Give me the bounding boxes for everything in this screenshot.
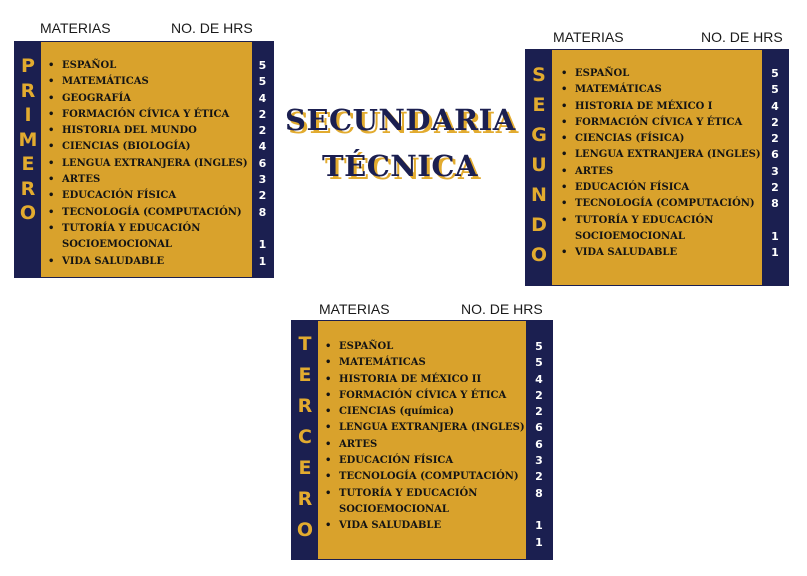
main-title [285, 103, 515, 193]
primero-hours-value: 5 [258, 59, 267, 72]
tercero-letter: T [298, 333, 312, 355]
tercero-hours-value: 6 [535, 421, 543, 435]
segundo-subject: • EDUCACIÓN FÍSICA [561, 180, 761, 196]
tercero-side-bar [292, 321, 318, 559]
tercero-subject: • ESPAÑOL [325, 339, 525, 355]
tercero-card [291, 320, 553, 560]
segundo-letter: S [532, 64, 546, 86]
title-line-1: SECUNDARIA [285, 103, 516, 137]
tercero-hours-list [526, 339, 552, 551]
primero-subject: • GEOGRAFÍA [48, 91, 248, 107]
segundo-letter: N [531, 184, 547, 206]
segundo-hours-header: NO. DE HRS [701, 29, 783, 45]
primero-subject: • LENGUA EXTRANJERA (INGLES) [48, 156, 248, 172]
primero-hours-value: 2 [258, 124, 267, 138]
tercero-subject: • EDUCACIÓN FÍSICA [325, 453, 525, 469]
segundo-hours-column [762, 50, 788, 285]
segundo-subject: • TUTORÍA Y EDUCACIÓN [561, 213, 761, 229]
primero-hours-value: 8 [258, 205, 267, 219]
tercero-subject: • TECNOLOGÍA (COMPUTACIÓN) [325, 469, 525, 485]
primero-subject: • TUTORÍA Y EDUCACIÓN [48, 221, 248, 237]
tercero-subject: • CIENCIAS (química) [325, 404, 525, 420]
tercero-subject: • FORMACIÓN CÍVICA Y ÉTICA [325, 388, 525, 404]
primero-subject: • ARTES [48, 172, 248, 188]
segundo-subject: • MATEMÁTICAS [561, 82, 761, 98]
tercero-hours-value: 5 [535, 340, 543, 353]
primero-hours-value [252, 221, 273, 237]
segundo-subject: • CIENCIAS (FÍSICA) [561, 131, 761, 147]
tercero-subject: • LENGUA EXTRANJERA (INGLES) [325, 420, 525, 436]
primero-hours-column [252, 42, 273, 277]
tercero-letter: R [297, 488, 313, 510]
segundo-hours-value: 8 [771, 197, 779, 211]
tercero-letter: C [298, 426, 312, 448]
segundo-subject: • LENGUA EXTRANJERA (INGLES) [561, 147, 761, 163]
segundo-hours-value: 2 [771, 132, 779, 146]
tercero-hours-value: 6 [535, 437, 543, 451]
tercero-vertical-label [292, 329, 318, 546]
segundo-subject-list [561, 66, 761, 262]
tercero-subject: • MATEMÁTICAS [325, 355, 525, 371]
segundo-letter: D [531, 214, 547, 236]
tercero-hours-value [526, 502, 552, 518]
tercero-subject: • ARTES [325, 437, 525, 453]
segundo-hours-value: 5 [771, 83, 779, 97]
segundo-materias-header: MATERIAS [553, 29, 624, 45]
primero-letter: E [21, 153, 35, 175]
tercero-hours-value: 2 [535, 405, 543, 419]
segundo-subject: • HISTORIA DE MÉXICO I [561, 99, 761, 115]
primero-letter: I [24, 104, 32, 126]
primero-hours-value: 2 [258, 189, 267, 203]
tercero-hours-header: NO. DE HRS [461, 301, 543, 317]
segundo-letter: G [531, 124, 547, 146]
segundo-hours-value: 6 [771, 148, 779, 162]
primero-hours-value: 3 [258, 173, 267, 187]
primero-subject: • HISTORIA DEL MUNDO [48, 123, 248, 139]
tercero-hours-value: 8 [535, 486, 543, 500]
primero-hours-value: 4 [258, 140, 267, 154]
segundo-letter: U [531, 154, 547, 176]
segundo-hours-value: 2 [771, 181, 779, 195]
primero-subject: • MATEMÁTICAS [48, 74, 248, 90]
segundo-subject: • ESPAÑOL [561, 66, 761, 82]
primero-subject-list [48, 58, 248, 270]
tercero-hours-value: 1 [535, 519, 543, 533]
segundo-letter: E [532, 94, 546, 116]
tercero-materias-header: MATERIAS [319, 301, 390, 317]
segundo-hours-value: 3 [771, 164, 779, 178]
tercero-letter: O [296, 519, 314, 541]
tercero-hours-value: 1 [535, 535, 543, 549]
primero-materias-header: MATERIAS [40, 20, 111, 36]
primero-subject: SOCIOEMOCIONAL [62, 239, 172, 251]
segundo-hours-value: 5 [771, 67, 779, 80]
tercero-subject: SOCIOEMOCIONAL [339, 503, 449, 515]
tercero-letter: E [298, 457, 312, 479]
segundo-letter: O [530, 244, 548, 266]
primero-hours-value: 4 [258, 91, 267, 105]
segundo-subject: • VIDA SALUDABLE [561, 245, 761, 261]
primero-subject: • TECNOLOGÍA (COMPUTACIÓN) [48, 205, 248, 221]
primero-letter: O [19, 202, 37, 224]
segundo-hours-value [762, 213, 788, 229]
segundo-hours-value: 4 [771, 99, 779, 113]
segundo-side-bar [526, 50, 552, 285]
segundo-card [525, 49, 789, 286]
segundo-hours-value: 2 [771, 115, 779, 129]
primero-hours-list [252, 58, 273, 270]
primero-hours-value: 2 [258, 107, 267, 121]
primero-subject: • ESPAÑOL [48, 58, 248, 74]
primero-hours-value: 5 [258, 75, 267, 89]
primero-letter: M [18, 128, 38, 151]
segundo-hours-value: 1 [771, 246, 779, 260]
tercero-hours-value: 4 [535, 372, 543, 386]
primero-vertical-label [15, 54, 41, 226]
primero-hours-value: 1 [258, 254, 267, 268]
tercero-hours-column [526, 321, 552, 559]
tercero-hours-value: 2 [535, 470, 543, 484]
segundo-subject: • FORMACIÓN CÍVICA Y ÉTICA [561, 115, 761, 131]
segundo-subject: • TECNOLOGÍA (COMPUTACIÓN) [561, 196, 761, 212]
primero-letter: R [20, 79, 36, 102]
tercero-subject: • VIDA SALUDABLE [325, 518, 525, 534]
tercero-letter: E [298, 364, 312, 386]
tercero-subject: • HISTORIA DE MÉXICO II [325, 372, 525, 388]
primero-hours-value: 6 [258, 156, 267, 170]
segundo-hours-value: 1 [771, 229, 779, 243]
segundo-hours-list [762, 66, 788, 262]
segundo-subject: SOCIOEMOCIONAL [575, 230, 685, 242]
segundo-subject: • ARTES [561, 164, 761, 180]
tercero-subject: • TUTORÍA Y EDUCACIÓN [325, 486, 525, 502]
tercero-hours-value: 3 [535, 454, 543, 468]
tercero-letter: R [297, 395, 313, 417]
primero-subject: • EDUCACIÓN FÍSICA [48, 188, 248, 204]
primero-subject: • FORMACIÓN CÍVICA Y ÉTICA [48, 107, 248, 123]
primero-hours-header: NO. DE HRS [171, 20, 253, 36]
primero-hours-value: 1 [258, 238, 267, 252]
tercero-hours-value: 2 [535, 388, 543, 402]
primero-letter: P [21, 55, 35, 77]
primero-side-bar [15, 42, 41, 277]
tercero-subject-list [325, 339, 525, 535]
tercero-hours-value: 5 [535, 356, 543, 370]
primero-card [14, 41, 274, 278]
primero-subject: • VIDA SALUDABLE [48, 254, 248, 270]
primero-subject: • CIENCIAS (BIOLOGÍA) [48, 139, 248, 155]
primero-letter: R [20, 177, 36, 200]
title-line-2: TÉCNICA [322, 149, 478, 183]
segundo-vertical-label [526, 60, 552, 270]
